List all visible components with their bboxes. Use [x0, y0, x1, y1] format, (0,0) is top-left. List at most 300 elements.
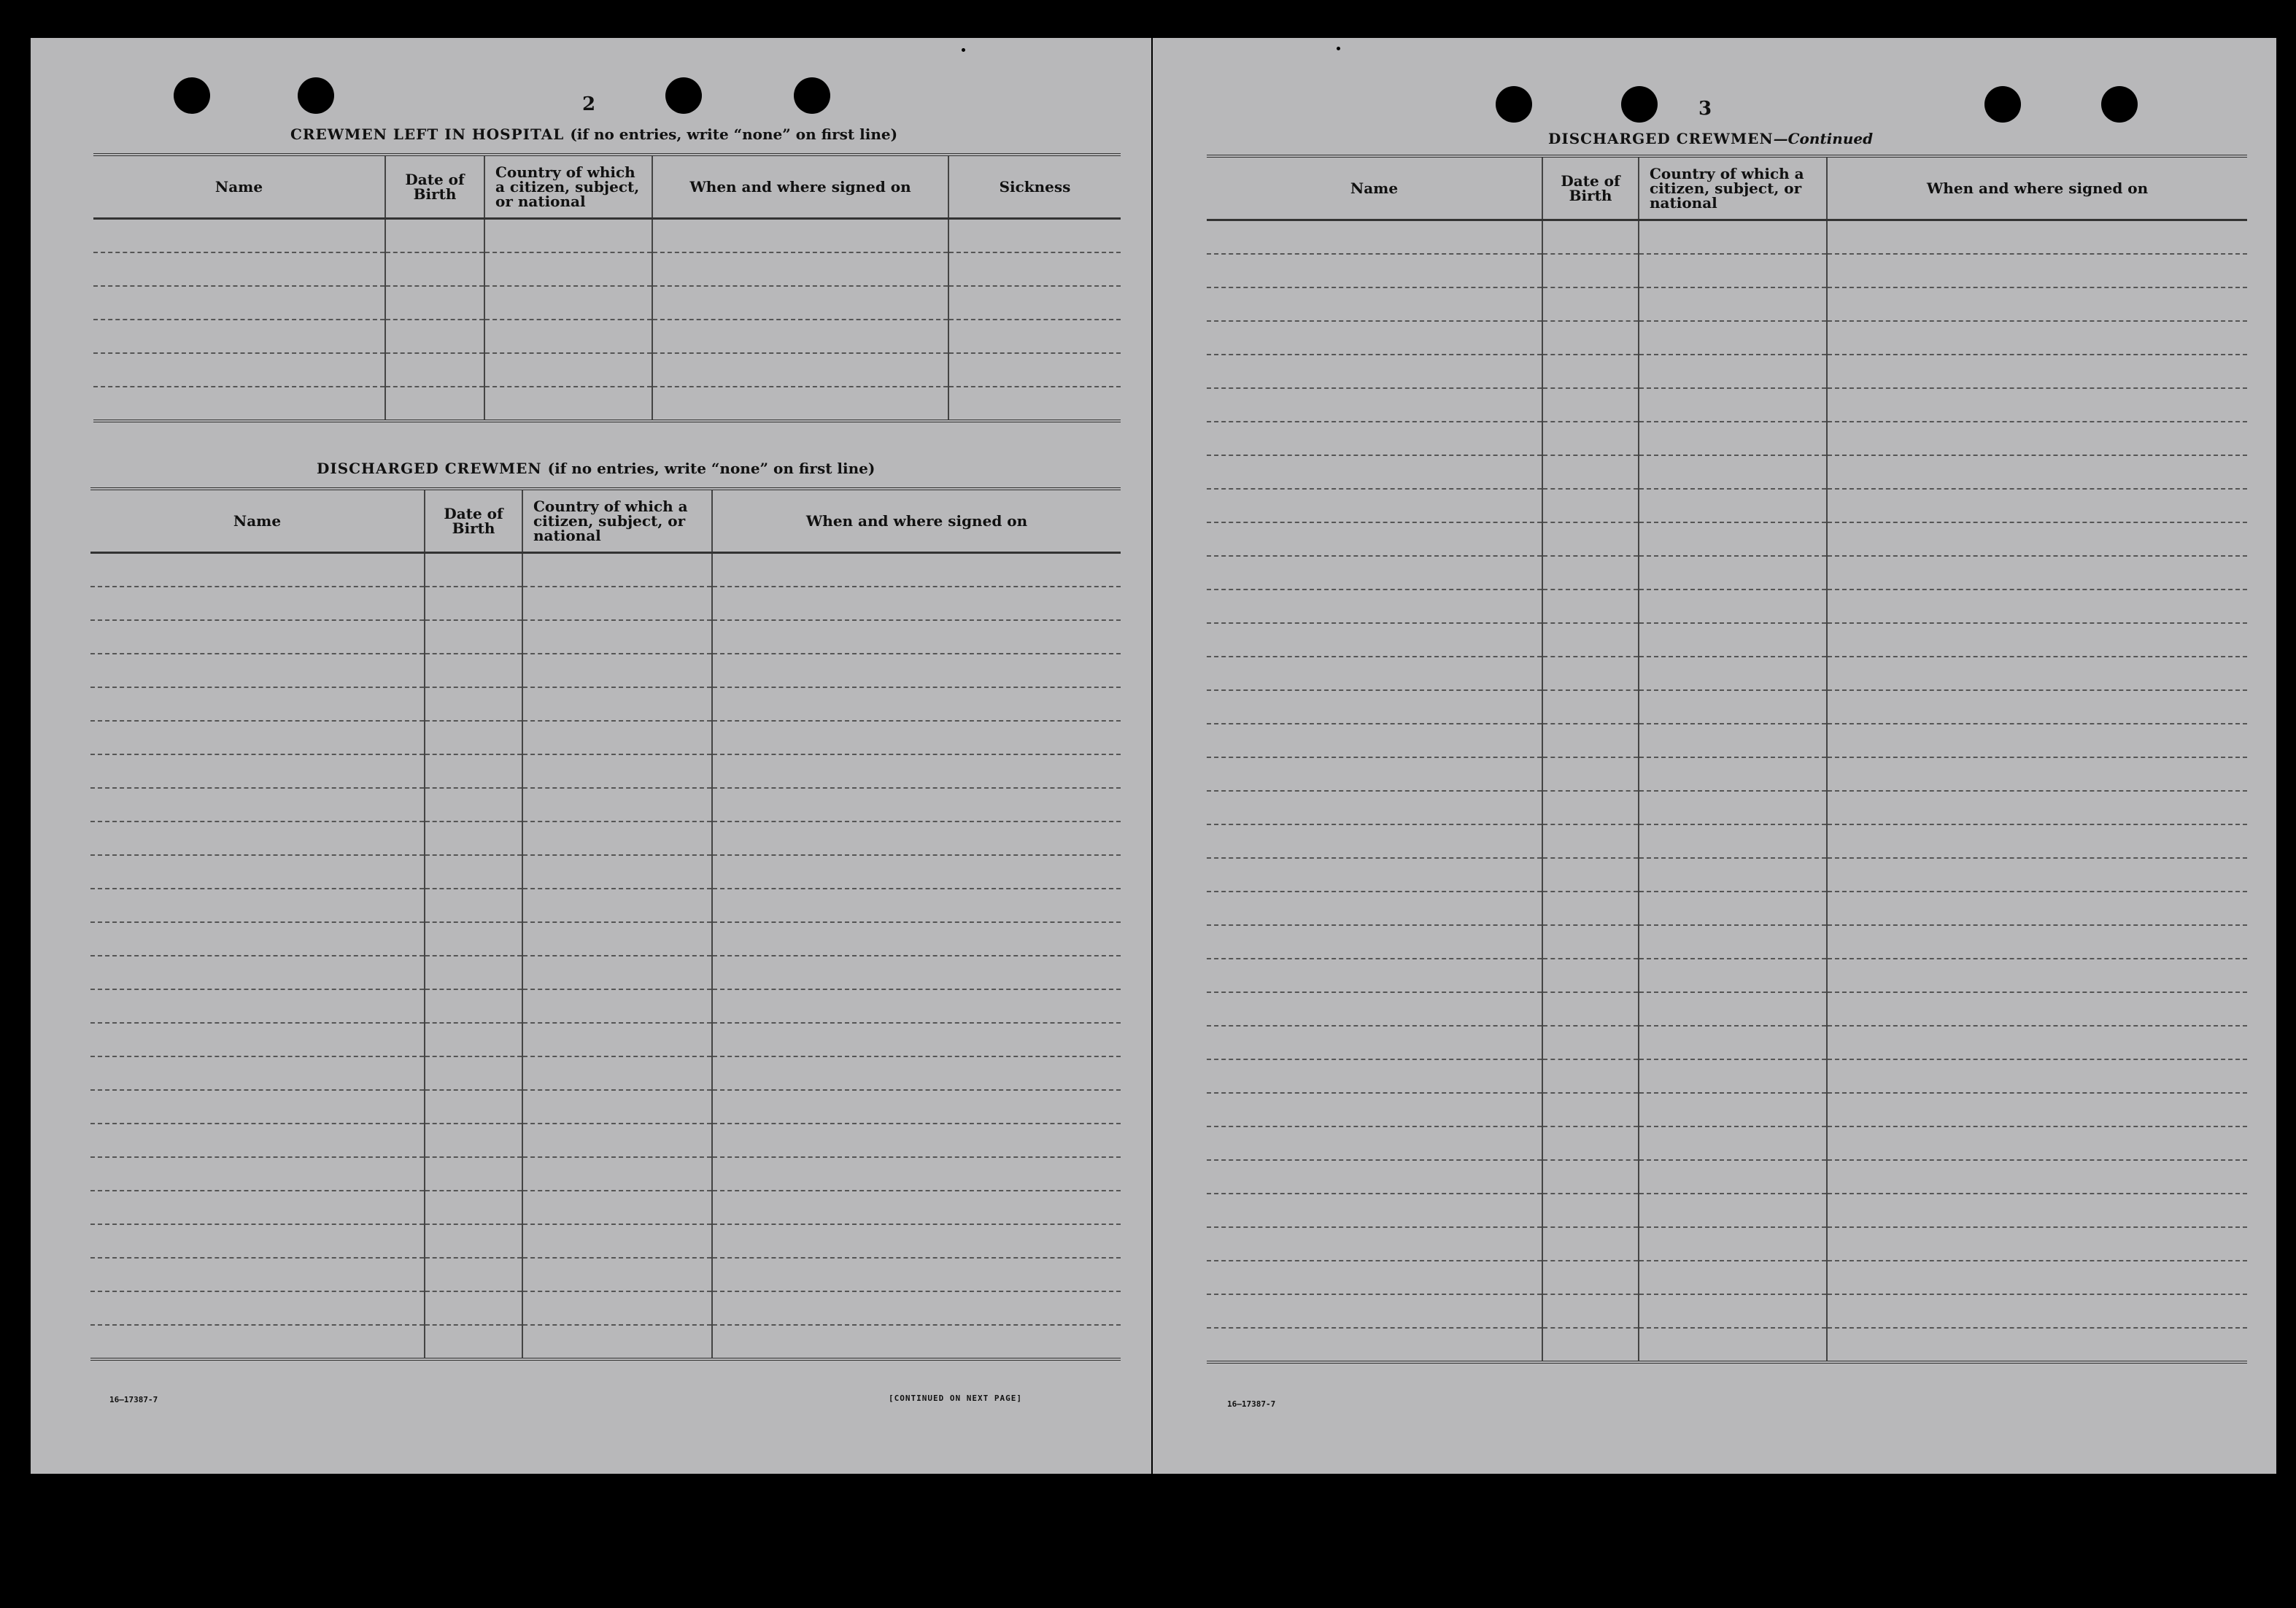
entry-cell[interactable]	[90, 956, 425, 989]
entry-cell[interactable]	[522, 1224, 712, 1258]
entry-cell[interactable]	[90, 889, 425, 922]
entry-cell[interactable]	[1639, 1328, 1827, 1362]
entry-cell[interactable]	[1542, 791, 1639, 824]
table-row	[1207, 522, 2247, 556]
entry-cell[interactable]	[652, 286, 948, 320]
entry-cell[interactable]	[712, 989, 1121, 1023]
entry-cell[interactable]	[90, 553, 425, 587]
entry-cell[interactable]	[522, 754, 712, 788]
entry-cell[interactable]	[90, 855, 425, 889]
entry-cell[interactable]	[90, 922, 425, 956]
page-number: 3	[1698, 98, 1712, 120]
entry-cell[interactable]	[522, 687, 712, 721]
entry-cell[interactable]	[1542, 422, 1639, 455]
entry-cell[interactable]	[712, 788, 1121, 822]
table-row	[90, 687, 1121, 721]
entry-cell[interactable]	[1542, 522, 1639, 556]
entry-cell[interactable]	[90, 687, 425, 721]
entry-cell[interactable]	[1639, 355, 1827, 388]
table-row	[90, 654, 1121, 687]
entry-cell[interactable]	[1639, 623, 1827, 657]
entry-cell[interactable]	[712, 721, 1121, 754]
entry-cell[interactable]	[1827, 892, 2247, 925]
table-row	[93, 353, 1121, 387]
entry-cell[interactable]	[1827, 925, 2247, 959]
entry-cell[interactable]	[1639, 1126, 1827, 1160]
entry-cell[interactable]	[425, 1191, 522, 1224]
entry-cell[interactable]	[712, 1224, 1121, 1258]
entry-cell[interactable]	[1639, 1059, 1827, 1093]
table-row	[90, 1224, 1121, 1258]
table-row	[1207, 287, 2247, 321]
right-form-page	[1153, 38, 2276, 1474]
entry-cell[interactable]	[1639, 1227, 1827, 1261]
entry-cell[interactable]	[712, 922, 1121, 956]
entry-cell[interactable]	[90, 1124, 425, 1157]
entry-cell[interactable]	[484, 252, 652, 286]
entry-cell[interactable]	[1639, 590, 1827, 623]
entry-cell[interactable]	[90, 1191, 425, 1224]
entry-cell[interactable]	[425, 1124, 522, 1157]
entry-cell[interactable]	[425, 956, 522, 989]
entry-cell[interactable]	[425, 922, 522, 956]
entry-cell[interactable]	[712, 1191, 1121, 1224]
entry-cell[interactable]	[385, 353, 484, 387]
entry-cell[interactable]	[522, 721, 712, 754]
entry-cell[interactable]	[1542, 1194, 1639, 1227]
entry-cell[interactable]	[1827, 1294, 2247, 1328]
entry-cell[interactable]	[522, 1191, 712, 1224]
entry-cell[interactable]	[425, 788, 522, 822]
entry-cell[interactable]	[425, 855, 522, 889]
entry-cell[interactable]	[1639, 489, 1827, 522]
entry-cell[interactable]	[425, 989, 522, 1023]
table-row	[90, 855, 1121, 889]
table-row	[1207, 925, 2247, 959]
entry-cell[interactable]	[1207, 724, 1542, 757]
entry-cell[interactable]	[712, 956, 1121, 989]
entry-cell[interactable]	[1207, 1194, 1542, 1227]
entry-cell[interactable]	[425, 620, 522, 654]
entry-cell[interactable]	[1207, 321, 1542, 355]
entry-cell[interactable]	[1827, 1261, 2247, 1294]
entry-cell[interactable]	[385, 320, 484, 353]
entry-cell[interactable]	[93, 320, 385, 353]
entry-cell[interactable]	[1207, 254, 1542, 287]
entry-cell[interactable]	[93, 252, 385, 286]
entry-cell[interactable]	[1639, 858, 1827, 892]
entry-cell[interactable]	[1542, 590, 1639, 623]
entry-cell[interactable]	[522, 620, 712, 654]
entry-cell[interactable]	[90, 1090, 425, 1124]
entry-cell[interactable]	[1207, 1227, 1542, 1261]
entry-cell[interactable]	[1542, 556, 1639, 590]
entry-cell[interactable]	[712, 654, 1121, 687]
entry-cell[interactable]	[1542, 925, 1639, 959]
entry-cell[interactable]	[1639, 1160, 1827, 1194]
entry-cell[interactable]	[712, 587, 1121, 620]
entry-cell[interactable]	[522, 654, 712, 687]
entry-cell[interactable]	[1639, 1194, 1827, 1227]
entry-cell[interactable]	[1542, 959, 1639, 992]
entry-cell[interactable]	[93, 353, 385, 387]
entry-cell[interactable]	[712, 1157, 1121, 1191]
entry-cell[interactable]	[484, 320, 652, 353]
entry-cell[interactable]	[1639, 724, 1827, 757]
entry-cell[interactable]	[484, 353, 652, 387]
entry-cell[interactable]	[522, 1258, 712, 1291]
entry-cell[interactable]	[425, 587, 522, 620]
entry-cell[interactable]	[1639, 959, 1827, 992]
entry-cell[interactable]	[425, 1258, 522, 1291]
entry-cell[interactable]	[1207, 388, 1542, 422]
scan-speck	[962, 48, 965, 52]
entry-cell[interactable]	[1827, 1160, 2247, 1194]
table-row	[1207, 858, 2247, 892]
entry-cell[interactable]	[1827, 388, 2247, 422]
entry-cell[interactable]	[712, 1291, 1121, 1325]
table-row	[1207, 355, 2247, 388]
entry-cell[interactable]	[1542, 455, 1639, 489]
entry-cell[interactable]	[425, 1023, 522, 1056]
entry-cell[interactable]	[1827, 1126, 2247, 1160]
discharged-title-text: DISCHARGED CREWMEN	[317, 460, 542, 477]
entry-cell[interactable]	[522, 1023, 712, 1056]
entry-cell[interactable]	[1827, 724, 2247, 757]
entry-cell[interactable]	[93, 286, 385, 320]
entry-cell[interactable]	[1827, 522, 2247, 556]
entry-cell[interactable]	[1542, 1059, 1639, 1093]
entry-cell[interactable]	[1639, 892, 1827, 925]
entry-cell[interactable]	[712, 754, 1121, 788]
entry-cell[interactable]	[1207, 925, 1542, 959]
entry-cell[interactable]	[1207, 522, 1542, 556]
table-row	[1207, 556, 2247, 590]
entry-cell[interactable]	[425, 553, 522, 587]
table-row	[90, 1291, 1121, 1325]
header-sickness: Sickness	[948, 155, 1121, 219]
entry-cell[interactable]	[1639, 388, 1827, 422]
entry-cell[interactable]	[1827, 321, 2247, 355]
entry-cell[interactable]	[425, 1325, 522, 1359]
entry-cell[interactable]	[652, 353, 948, 387]
entry-cell[interactable]	[1542, 657, 1639, 690]
punch-hole	[1984, 86, 2021, 123]
entry-cell[interactable]	[425, 889, 522, 922]
entry-cell[interactable]	[1542, 254, 1639, 287]
entry-cell[interactable]	[90, 989, 425, 1023]
entry-cell[interactable]	[1542, 1026, 1639, 1059]
entry-cell[interactable]	[522, 822, 712, 855]
entry-cell[interactable]	[1207, 690, 1542, 724]
entry-cell[interactable]	[1827, 590, 2247, 623]
entry-cell[interactable]	[1639, 220, 1827, 255]
entry-cell[interactable]	[90, 587, 425, 620]
punch-hole	[1496, 86, 1532, 123]
entry-cell[interactable]	[1207, 657, 1542, 690]
entry-cell[interactable]	[522, 1090, 712, 1124]
entry-cell[interactable]	[948, 353, 1121, 387]
entry-cell[interactable]	[522, 989, 712, 1023]
entry-cell[interactable]	[1827, 992, 2247, 1026]
entry-cell[interactable]	[1827, 1227, 2247, 1261]
header-name: Name	[1207, 156, 1542, 220]
entry-cell[interactable]	[522, 587, 712, 620]
entry-cell[interactable]	[712, 822, 1121, 855]
entry-cell[interactable]	[1542, 1328, 1639, 1362]
entry-cell[interactable]	[1542, 355, 1639, 388]
entry-cell[interactable]	[522, 1291, 712, 1325]
entry-cell[interactable]	[1542, 388, 1639, 422]
entry-cell[interactable]	[1207, 791, 1542, 824]
entry-cell[interactable]	[1542, 623, 1639, 657]
entry-cell[interactable]	[948, 286, 1121, 320]
entry-cell[interactable]	[1207, 992, 1542, 1026]
entry-cell[interactable]	[1207, 355, 1542, 388]
entry-cell[interactable]	[948, 252, 1121, 286]
entry-cell[interactable]	[712, 1056, 1121, 1090]
entry-cell[interactable]	[90, 620, 425, 654]
entry-cell[interactable]	[1639, 556, 1827, 590]
entry-cell[interactable]	[385, 387, 484, 421]
entry-cell[interactable]	[1542, 1093, 1639, 1126]
table-row	[90, 1258, 1121, 1291]
entry-cell[interactable]	[1827, 455, 2247, 489]
entry-cell[interactable]	[1207, 757, 1542, 791]
hospital-table	[93, 153, 1121, 422]
table-row	[90, 1023, 1121, 1056]
continued-note: [CONTINUED ON NEXT PAGE]	[889, 1394, 1022, 1403]
entry-cell[interactable]	[90, 754, 425, 788]
entry-cell[interactable]	[425, 754, 522, 788]
table-row	[1207, 455, 2247, 489]
entry-cell[interactable]	[522, 855, 712, 889]
entry-cell[interactable]	[1639, 824, 1827, 858]
entry-cell[interactable]	[1827, 220, 2247, 255]
entry-cell[interactable]	[522, 1056, 712, 1090]
entry-cell[interactable]	[522, 1124, 712, 1157]
entry-cell[interactable]	[1639, 321, 1827, 355]
entry-cell[interactable]	[425, 1291, 522, 1325]
entry-cell[interactable]	[1207, 287, 1542, 321]
entry-cell[interactable]	[425, 1090, 522, 1124]
entry-cell[interactable]	[1542, 1227, 1639, 1261]
entry-cell[interactable]	[1639, 287, 1827, 321]
entry-cell[interactable]	[1542, 724, 1639, 757]
entry-cell[interactable]	[1542, 1261, 1639, 1294]
entry-cell[interactable]	[425, 654, 522, 687]
entry-cell[interactable]	[90, 1157, 425, 1191]
entry-cell[interactable]	[948, 387, 1121, 421]
entry-cell[interactable]	[1207, 455, 1542, 489]
entry-cell[interactable]	[1207, 858, 1542, 892]
entry-cell[interactable]	[1827, 422, 2247, 455]
entry-cell[interactable]	[1542, 287, 1639, 321]
entry-cell[interactable]	[1639, 254, 1827, 287]
entry-cell[interactable]	[1207, 1160, 1542, 1194]
table-row	[90, 754, 1121, 788]
entry-cell[interactable]	[1207, 220, 1542, 255]
entry-cell[interactable]	[1207, 422, 1542, 455]
entry-cell[interactable]	[1207, 1093, 1542, 1126]
entry-cell[interactable]	[90, 1023, 425, 1056]
entry-cell[interactable]	[90, 822, 425, 855]
entry-cell[interactable]	[1207, 489, 1542, 522]
entry-cell[interactable]	[1542, 858, 1639, 892]
entry-cell[interactable]	[1542, 489, 1639, 522]
entry-cell[interactable]	[1207, 959, 1542, 992]
entry-cell[interactable]	[1542, 1160, 1639, 1194]
entry-cell[interactable]	[1207, 556, 1542, 590]
entry-cell[interactable]	[425, 1157, 522, 1191]
entry-cell[interactable]	[712, 1023, 1121, 1056]
entry-cell[interactable]	[1827, 1026, 2247, 1059]
entry-cell[interactable]	[425, 687, 522, 721]
entry-cell[interactable]	[1639, 522, 1827, 556]
entry-cell[interactable]	[1542, 892, 1639, 925]
entry-cell[interactable]	[522, 788, 712, 822]
entry-cell[interactable]	[90, 654, 425, 687]
entry-cell[interactable]	[90, 721, 425, 754]
entry-cell[interactable]	[652, 219, 948, 253]
entry-cell[interactable]	[1827, 489, 2247, 522]
entry-cell[interactable]	[93, 387, 385, 421]
entry-cell[interactable]	[1827, 959, 2247, 992]
entry-cell[interactable]	[425, 1056, 522, 1090]
entry-cell[interactable]	[1542, 220, 1639, 255]
entry-cell[interactable]	[1207, 892, 1542, 925]
table-row	[90, 1325, 1121, 1359]
entry-cell[interactable]	[1827, 254, 2247, 287]
entry-cell[interactable]	[712, 1258, 1121, 1291]
table-row	[1207, 1026, 2247, 1059]
entry-cell[interactable]	[1827, 690, 2247, 724]
entry-cell[interactable]	[1827, 1328, 2247, 1362]
entry-cell[interactable]	[1639, 422, 1827, 455]
entry-cell[interactable]	[1827, 824, 2247, 858]
entry-cell[interactable]	[652, 387, 948, 421]
entry-cell[interactable]	[1207, 1261, 1542, 1294]
entry-cell[interactable]	[90, 788, 425, 822]
entry-cell[interactable]	[1639, 1026, 1827, 1059]
entry-cell[interactable]	[712, 855, 1121, 889]
entry-cell[interactable]	[90, 1224, 425, 1258]
entry-cell[interactable]	[1207, 1059, 1542, 1093]
entry-cell[interactable]	[712, 889, 1121, 922]
entry-cell[interactable]	[522, 889, 712, 922]
entry-cell[interactable]	[90, 1056, 425, 1090]
entry-cell[interactable]	[948, 219, 1121, 253]
entry-cell[interactable]	[1542, 992, 1639, 1026]
entry-cell[interactable]	[385, 219, 484, 253]
header-signed-on: When and where signed on	[1827, 156, 2247, 220]
entry-cell[interactable]	[425, 721, 522, 754]
entry-cell[interactable]	[1639, 1093, 1827, 1126]
entry-cell[interactable]	[1639, 690, 1827, 724]
table-row	[1207, 623, 2247, 657]
entry-cell[interactable]	[425, 1224, 522, 1258]
entry-cell[interactable]	[1639, 992, 1827, 1026]
entry-cell[interactable]	[712, 553, 1121, 587]
entry-cell[interactable]	[712, 1090, 1121, 1124]
entry-cell[interactable]	[1207, 1126, 1542, 1160]
entry-cell[interactable]	[1207, 1328, 1542, 1362]
entry-cell[interactable]	[90, 1258, 425, 1291]
entry-cell[interactable]	[522, 1325, 712, 1359]
entry-cell[interactable]	[522, 1157, 712, 1191]
entry-cell[interactable]	[1827, 791, 2247, 824]
entry-cell[interactable]	[1827, 858, 2247, 892]
entry-cell[interactable]	[712, 620, 1121, 654]
table-row	[1207, 1093, 2247, 1126]
entry-cell[interactable]	[93, 219, 385, 253]
entry-cell[interactable]	[1827, 623, 2247, 657]
entry-cell[interactable]	[522, 956, 712, 989]
entry-cell[interactable]	[712, 1325, 1121, 1359]
entry-cell[interactable]	[1639, 455, 1827, 489]
entry-cell[interactable]	[1542, 824, 1639, 858]
entry-cell[interactable]	[484, 286, 652, 320]
entry-cell[interactable]	[1542, 690, 1639, 724]
right-rows	[1207, 220, 2247, 1363]
entry-cell[interactable]	[1542, 757, 1639, 791]
entry-cell[interactable]	[1207, 824, 1542, 858]
entry-cell[interactable]	[948, 320, 1121, 353]
entry-cell[interactable]	[1639, 791, 1827, 824]
entry-cell[interactable]	[385, 286, 484, 320]
discharged-section-title	[317, 460, 875, 477]
entry-cell[interactable]	[1639, 1294, 1827, 1328]
entry-cell[interactable]	[1639, 757, 1827, 791]
header-name: Name	[93, 155, 385, 219]
entry-cell[interactable]	[1639, 657, 1827, 690]
entry-cell[interactable]	[1827, 1194, 2247, 1227]
entry-cell[interactable]	[90, 1291, 425, 1325]
entry-cell[interactable]	[1207, 1294, 1542, 1328]
entry-cell[interactable]	[484, 219, 652, 253]
entry-cell[interactable]	[712, 1124, 1121, 1157]
entry-cell[interactable]	[90, 1325, 425, 1359]
entry-cell[interactable]	[522, 922, 712, 956]
entry-cell[interactable]	[1207, 1026, 1542, 1059]
entry-cell[interactable]	[1207, 590, 1542, 623]
entry-cell[interactable]	[385, 252, 484, 286]
entry-cell[interactable]	[1639, 925, 1827, 959]
entry-cell[interactable]	[484, 387, 652, 421]
entry-cell[interactable]	[1827, 287, 2247, 321]
entry-cell[interactable]	[1827, 757, 2247, 791]
table-row	[90, 553, 1121, 587]
entry-cell[interactable]	[1542, 321, 1639, 355]
entry-cell[interactable]	[1542, 1126, 1639, 1160]
entry-cell[interactable]	[1827, 556, 2247, 590]
entry-cell[interactable]	[1827, 657, 2247, 690]
header-date-of-birth: Date of Birth	[1542, 156, 1639, 220]
entry-cell[interactable]	[712, 687, 1121, 721]
entry-cell[interactable]	[1827, 355, 2247, 388]
entry-cell[interactable]	[652, 320, 948, 353]
hospital-title-note: (if no entries, write “none” on first line)	[570, 125, 898, 143]
entry-cell[interactable]	[1827, 1093, 2247, 1126]
entry-cell[interactable]	[1827, 1059, 2247, 1093]
entry-cell[interactable]	[425, 822, 522, 855]
entry-cell[interactable]	[522, 553, 712, 587]
entry-cell[interactable]	[652, 252, 948, 286]
entry-cell[interactable]	[1207, 623, 1542, 657]
entry-cell[interactable]	[1542, 1294, 1639, 1328]
table-row	[90, 1157, 1121, 1191]
entry-cell[interactable]	[1639, 1261, 1827, 1294]
